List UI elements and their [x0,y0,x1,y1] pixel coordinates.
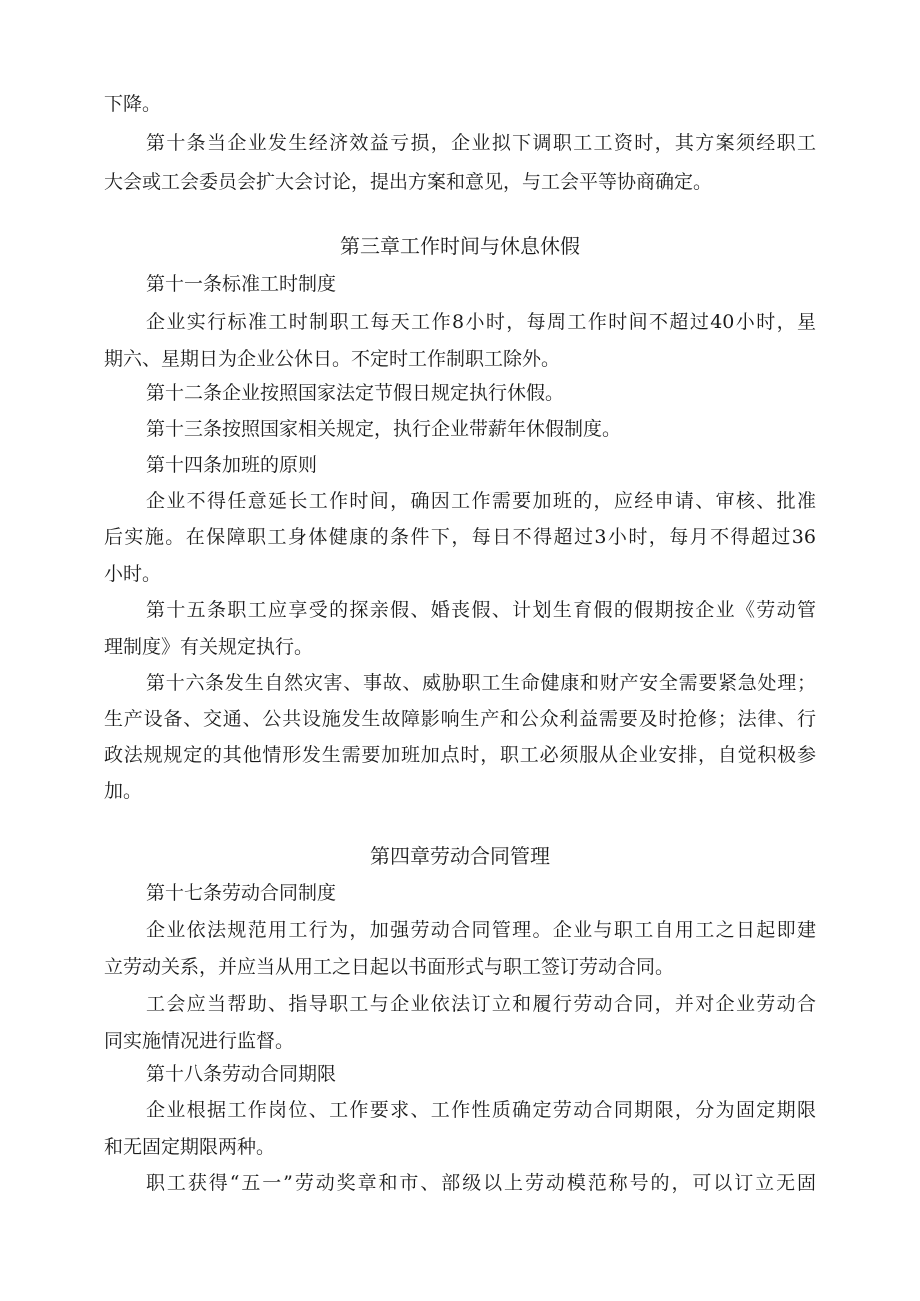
paragraph-line: 下降。 [104,93,162,115]
article-15-line-2: 理制度》有关规定执行。 [104,636,314,658]
article-18-line-2: 和无固定期限两种。 [104,1136,276,1158]
article-16-line-2: 生产设备、交通、公共设施发生故障影响生产和公众利益需要及时抢修；法律、行 [104,708,816,730]
article-14-line-2: 后实施。在保障职工身体健康的条件下，每日不得超过3小时，每月不得超过36 [104,526,816,548]
article-17-line-4: 同实施情况进行监督。 [104,1030,295,1052]
article-15-line-1: 第十五条职工应享受的探亲假、婚丧假、计划生育假的假期按企业《劳动管 [146,599,816,621]
article-17-line-1: 企业依法规范用工行为，加强劳动合同管理。企业与职工自用工之日起即建 [146,919,816,941]
article-11-line-1: 企业实行标准工时制职工每天工作8小时，每周工作时间不超过40小时，星 [146,311,816,333]
article-14-title: 第十四条加班的原则 [146,454,318,476]
article-18-line-3: 职工获得“五一”劳动奖章和市、部级以上劳动模范称号的，可以订立无固 [146,1172,816,1194]
article-18-line-1: 企业根据工作岗位、工作要求、工作性质确定劳动合同期限，分为固定期限 [146,1099,816,1121]
article-18-title: 第十八条劳动合同期限 [146,1063,337,1085]
article-17-title: 第十七条劳动合同制度 [146,882,337,904]
article-14-line-3: 小时。 [104,563,162,585]
article-11-title: 第十一条标准工时制度 [146,273,337,295]
chapter-4-heading: 第四章劳动合同管理 [370,844,550,868]
article-16-line-4: 加。 [104,780,143,802]
article-13-line: 第十三条按照国家相关规定，执行企业带薪年休假制度。 [146,418,622,440]
article-16-line-3: 政法规规定的其他情形发生需要加班加点时，职工必须服从企业安排，自觉积极参 [104,744,816,766]
chapter-3-heading: 第三章工作时间与休息休假 [340,234,580,258]
article-10-line-2: 大会或工会委员会扩大会讨论，提出方案和意见，与工会平等协商确定。 [104,171,713,193]
article-14-line-1: 企业不得任意延长工作时间，确因工作需要加班的，应经申请、审核、批准 [146,490,816,512]
article-16-line-1: 第十六条发生自然灾害、事故、威胁职工生命健康和财产安全需要紧急处理； [146,672,816,694]
article-11-line-2: 期六、星期日为企业公休日。不定时工作制职工除外。 [104,348,561,370]
article-17-line-3: 工会应当帮助、指导职工与企业依法订立和履行劳动合同，并对企业劳动合 [146,993,816,1015]
article-17-line-2: 立劳动关系，并应当从用工之日起以书面形式与职工签订劳动合同。 [104,956,675,978]
article-12-line: 第十二条企业按照国家法定节假日规定执行休假。 [146,382,565,404]
article-10-line-1: 第十条当企业发生经济效益亏损，企业拟下调职工工资时，其方案须经职工 [146,132,816,154]
